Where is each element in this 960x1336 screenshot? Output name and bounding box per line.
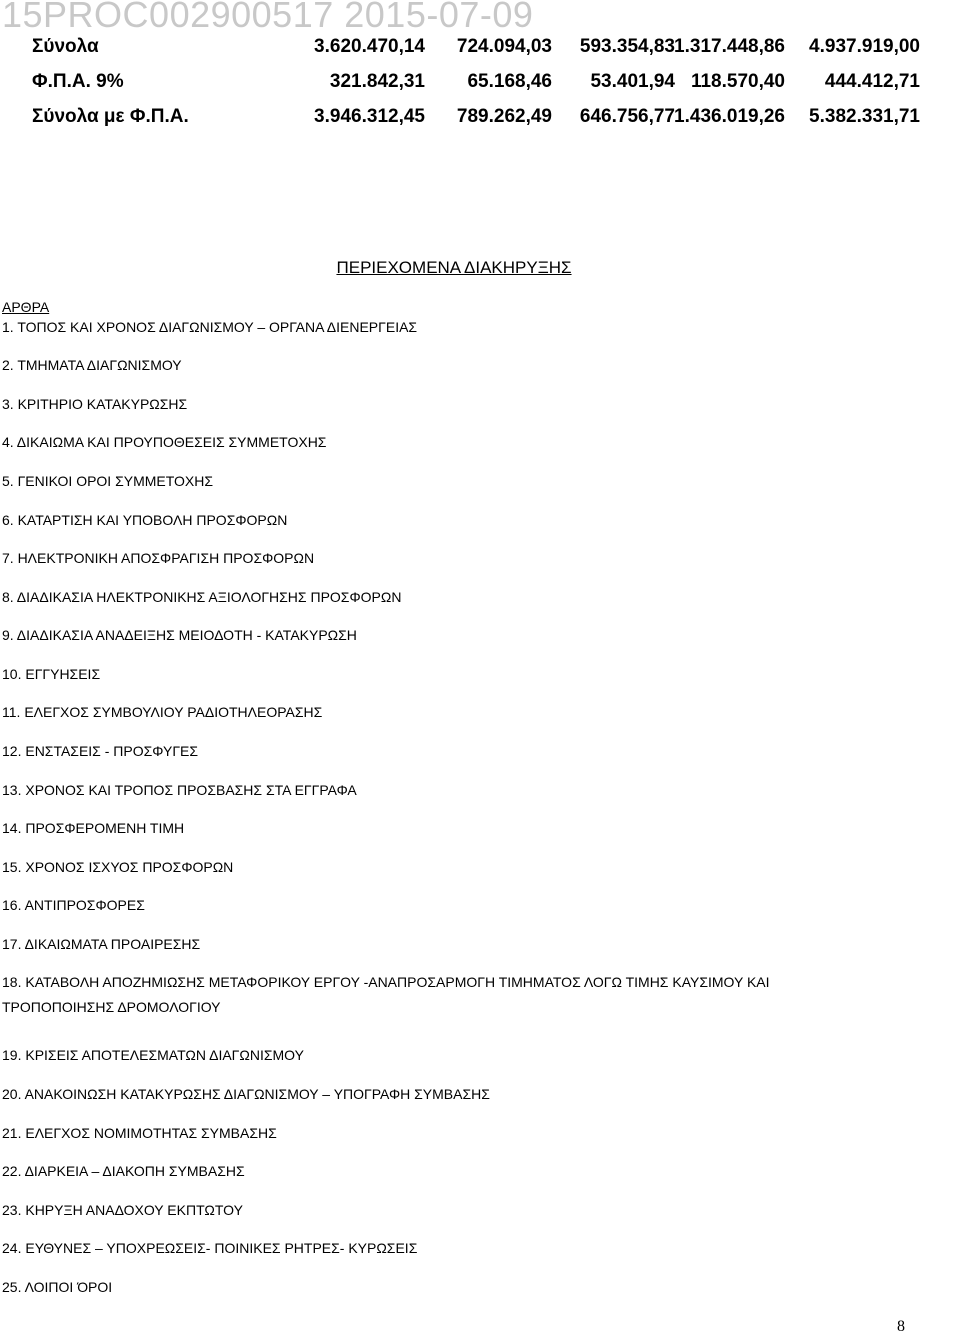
value-cell: 789.262,49	[456, 106, 552, 127]
value-cell: 3.620.470,14	[314, 36, 425, 57]
list-item: 24. ΕΥΘΥΝΕΣ – ΥΠΟΧΡΕΩΣΕΙΣ- ΠΟΙΝΙΚΕΣ ΡΗΤΡΕΣ- ΚΥΡΩΣΕΙΣ	[2, 1240, 418, 1256]
value-cell: 321.842,31	[329, 71, 425, 92]
totals-row	[0, 30, 960, 65]
value-cell: 646.756,77	[579, 106, 675, 127]
list-item: 20. ΑΝΑΚΟΙΝΩΣΗ ΚΑΤΑΚΥΡΩΣΗΣ ΔΙΑΓΩΝΙΣΜΟΥ – ΥΠΟΓΡΑΦΗ ΣΥΜΒΑΣΗΣ	[2, 1086, 490, 1102]
value-cell: 1.317.448,86	[674, 36, 785, 57]
row-label: Φ.Π.Α. 9%	[32, 71, 124, 92]
totals-with-vat-row	[0, 100, 960, 135]
list-item: 8. ΔΙΑΔΙΚΑΣΙΑ ΗΛΕΚΤΡΟΝΙΚΗΣ ΑΞΙΟΛΟΓΗΣΗΣ ΠΡΟΣΦΟΡΩΝ	[2, 589, 402, 605]
value-cell: 444.412,71	[824, 71, 920, 92]
value-cell: 4.937.919,00	[809, 36, 920, 57]
value-cell: 724.094,03	[456, 36, 552, 57]
value-cell: 53.401,94	[590, 71, 675, 92]
list-item: 2. ΤΜΗΜΑΤΑ ΔΙΑΓΩΝΙΣΜΟΥ	[2, 357, 182, 373]
list-item: 15. ΧΡΟΝΟΣ ΙΣΧΥΟΣ ΠΡΟΣΦΟΡΩΝ	[2, 859, 234, 875]
list-item: 6. ΚΑΤΑΡΤΙΣΗ ΚΑΙ ΥΠΟΒΟΛΗ ΠΡΟΣΦΟΡΩΝ	[2, 512, 288, 528]
totals-table	[0, 30, 960, 135]
list-item: 10. ΕΓΓΥΗΣΕΙΣ	[2, 666, 101, 682]
value-cell: 5.382.331,71	[809, 106, 920, 127]
vat-row	[0, 65, 960, 100]
list-item: 12. ΕΝΣΤΑΣΕΙΣ - ΠΡΟΣΦΥΓΕΣ	[2, 743, 199, 759]
list-item: 13. ΧΡΟΝΟΣ ΚΑΙ ΤΡΟΠΟΣ ΠΡΟΣΒΑΣΗΣ ΣΤΑ ΕΓΓΡΑΦΑ	[2, 782, 357, 798]
list-item: 14. ΠΡΟΣΦΕΡΟΜΕΝΗ ΤΙΜΗ	[2, 820, 185, 836]
value-cell: 65.168,46	[467, 71, 552, 92]
value-cell: 118.570,40	[690, 71, 785, 92]
list-item: 25. ΛΟΙΠΟΙ ΌΡΟΙ	[2, 1279, 113, 1295]
value-cell: 593.354,83	[579, 36, 675, 57]
row-label: Σύνολα με Φ.Π.Α.	[32, 106, 189, 127]
list-item: 18. ΚΑΤΑΒΟΛΗ ΑΠΟΖΗΜΙΩΣΗΣ ΜΕΤΑΦΟΡΙΚΟΥ ΕΡΓΟΥ -ΑΝΑΠΡΟΣΑΡΜΟΓΗ ΤΙΜΗΜΑΤΟΣ ΛΟΓΩ ΤΙΜΗΣ ΚΑΥΣΙΜΟΥ ΚΑΙ ΤΡΟΠΟΠΟΙΗΣΗΣ ΔΡΟΜΟΛΟΓΙΟΥ	[2, 974, 770, 1015]
list-item: 19. ΚΡΙΣΕΙΣ ΑΠΟΤΕΛΕΣΜΑΤΩΝ ΔΙΑΓΩΝΙΣΜΟΥ	[2, 1047, 304, 1063]
list-item: 9. ΔΙΑΔΙΚΑΣΙΑ ΑΝΑΔΕΙΞΗΣ ΜΕΙΟΔΟΤΗ - ΚΑΤΑΚΥΡΩΣΗ	[2, 627, 357, 643]
value-cell: 3.946.312,45	[314, 106, 425, 127]
watermark: 15PROC002900517 2015-07-09	[2, 0, 534, 35]
list-item: 3. ΚΡΙΤΗΡΙΟ ΚΑΤΑΚΥΡΩΣΗΣ	[2, 396, 188, 412]
articles-label: ΑΡΘΡΑ	[2, 299, 50, 315]
list-item: 22. ΔΙΑΡΚΕΙΑ – ΔΙΑΚΟΠΗ ΣΥΜΒΑΣΗΣ	[2, 1163, 245, 1179]
list-item: 1. ΤΟΠΟΣ ΚΑΙ ΧΡΟΝΟΣ ΔΙΑΓΩΝΙΣΜΟΥ – ΟΡΓΑΝΑ ΔΙΕΝΕΡΓΕΙΑΣ	[2, 319, 418, 335]
list-item: 11. ΕΛΕΓΧΟΣ ΣΥΜΒΟΥΛΙΟΥ ΡΑΔΙΟΤΗΛΕΟΡΑΣΗΣ	[2, 704, 323, 720]
list-item: 23. ΚΗΡΥΞΗ ΑΝΑΔΟΧΟΥ ΕΚΠΤΩΤΟΥ	[2, 1202, 243, 1218]
list-item: 16. ΑΝΤΙΠΡΟΣΦΟΡΕΣ	[2, 897, 145, 913]
list-item: 21. ΕΛΕΓΧΟΣ ΝΟΜΙΜΟΤΗΤΑΣ ΣΥΜΒΑΣΗΣ	[2, 1125, 277, 1141]
page-number: 8	[897, 1318, 905, 1335]
contents-title: ΠΕΡΙΕΧΟΜΕΝΑ ΔΙΑΚΗΡΥΞΗΣ	[336, 258, 572, 277]
list-item: 7. ΗΛΕΚΤΡΟΝΙΚΗ ΑΠΟΣΦΡΑΓΙΣΗ ΠΡΟΣΦΟΡΩΝ	[2, 550, 315, 566]
list-item: 4. ΔΙΚΑΙΩΜΑ ΚΑΙ ΠΡΟΥΠΟΘΕΣΕΙΣ ΣΥΜΜΕΤΟΧΗΣ	[2, 434, 327, 450]
list-item: 17. ΔΙΚΑΙΩΜΑΤΑ ΠΡΟΑΙΡΕΣΗΣ	[2, 936, 201, 952]
list-item: 5. ΓΕΝΙΚΟΙ ΟΡΟΙ ΣΥΜΜΕΤΟΧΗΣ	[2, 473, 214, 489]
value-cell: 1.436.019,26	[674, 106, 785, 127]
row-label: Σύνολα	[32, 36, 99, 57]
